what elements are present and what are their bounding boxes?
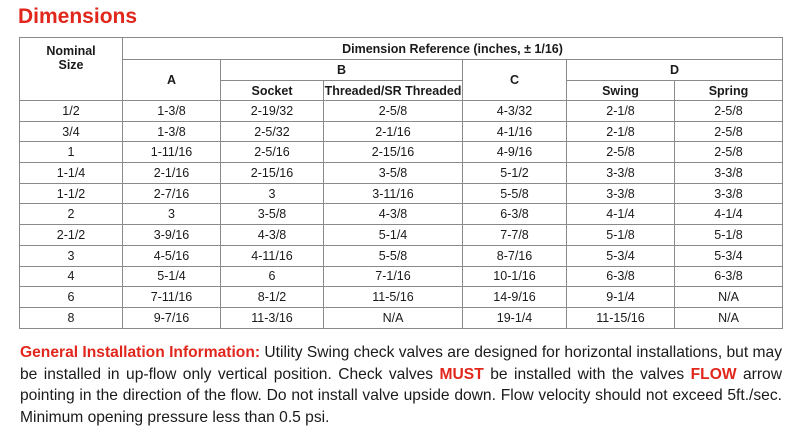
table-cell: N/A bbox=[675, 287, 783, 308]
table-cell: 4-9/16 bbox=[463, 142, 567, 163]
table-cell: 5-1/4 bbox=[123, 266, 221, 287]
table-cell: 7-1/16 bbox=[324, 266, 463, 287]
table-cell: 3-11/16 bbox=[324, 183, 463, 204]
table-cell: 2-5/16 bbox=[221, 142, 324, 163]
col-b-header: B bbox=[221, 60, 463, 81]
table-cell: 8 bbox=[20, 307, 123, 328]
table-cell: 4-5/16 bbox=[123, 245, 221, 266]
table-cell: 2-1/8 bbox=[567, 101, 675, 122]
table-cell: 6 bbox=[221, 266, 324, 287]
table-cell: 3-3/8 bbox=[675, 163, 783, 184]
flow-emphasis: FLOW bbox=[690, 365, 737, 383]
table-cell: 2-15/16 bbox=[221, 163, 324, 184]
table-cell: 1-1/4 bbox=[20, 163, 123, 184]
d-swing-header: Swing bbox=[567, 81, 675, 101]
table-cell: 4 bbox=[20, 266, 123, 287]
nominal-size-header: Nominal Size bbox=[20, 38, 123, 101]
table-cell: 3-3/8 bbox=[567, 163, 675, 184]
installation-text-2: be installed with the valves bbox=[483, 365, 691, 383]
table-cell: 2 bbox=[20, 204, 123, 225]
table-cell: 3 bbox=[20, 245, 123, 266]
table-cell: 2-19/32 bbox=[221, 101, 324, 122]
table-row bbox=[20, 307, 783, 328]
table-cell: 1-11/16 bbox=[123, 142, 221, 163]
table-cell: 11-5/16 bbox=[324, 287, 463, 308]
table-cell: 2-1/16 bbox=[324, 121, 463, 142]
table-cell: 2-7/16 bbox=[123, 183, 221, 204]
table-cell: 5-3/4 bbox=[567, 245, 675, 266]
table-cell: 1-3/8 bbox=[123, 121, 221, 142]
table-row bbox=[20, 225, 783, 246]
table-cell: 8-1/2 bbox=[221, 287, 324, 308]
table-cell: 3/4 bbox=[20, 121, 123, 142]
table-row bbox=[20, 121, 783, 142]
d-spring-header: Spring bbox=[675, 81, 783, 101]
table-cell: 2-1/16 bbox=[123, 163, 221, 184]
table-cell: 6 bbox=[20, 287, 123, 308]
table-cell: 5-1/2 bbox=[463, 163, 567, 184]
table-cell: 2-5/8 bbox=[324, 101, 463, 122]
table-cell: 5-1/8 bbox=[567, 225, 675, 246]
table-row bbox=[20, 101, 783, 122]
b-socket-header: Socket bbox=[221, 81, 324, 101]
table-cell: 5-1/8 bbox=[675, 225, 783, 246]
table-cell: 4-11/16 bbox=[221, 245, 324, 266]
table-cell: 6-3/8 bbox=[567, 266, 675, 287]
table-cell: 2-15/16 bbox=[324, 142, 463, 163]
table-cell: 3 bbox=[123, 204, 221, 225]
table-cell: 4-3/8 bbox=[324, 204, 463, 225]
table-cell: 5-1/4 bbox=[324, 225, 463, 246]
dimensions-table bbox=[19, 37, 783, 329]
dimension-reference-header: Dimension Reference (inches, ± 1/16) bbox=[123, 38, 783, 60]
dimensions-table-body bbox=[20, 101, 783, 329]
table-row bbox=[20, 287, 783, 308]
installation-text-3: arrow pointing in the direction of the flow. Do not install valve upside down. Flow velocity should not exceed 5ft./sec. Minimum opening pressure less than 0.5 psi. bbox=[20, 365, 782, 426]
table-row bbox=[20, 245, 783, 266]
installation-text-1: Utility Swing check valves are designed for horizontal installations, but may be installed in up-flow only vertical position. Check valves bbox=[20, 344, 782, 383]
table-cell: 3-3/8 bbox=[567, 183, 675, 204]
col-a-header: A bbox=[123, 60, 221, 101]
table-cell: 10-1/16 bbox=[463, 266, 567, 287]
table-row bbox=[20, 163, 783, 184]
table-cell: 7-11/16 bbox=[123, 287, 221, 308]
table-cell: 3-5/8 bbox=[221, 204, 324, 225]
table-cell: 4-1/16 bbox=[463, 121, 567, 142]
table-cell: 5-3/4 bbox=[675, 245, 783, 266]
installation-info bbox=[20, 342, 782, 428]
table-row bbox=[20, 183, 783, 204]
table-cell: 9-7/16 bbox=[123, 307, 221, 328]
b-threaded-header: Threaded/SR Threaded bbox=[324, 81, 463, 101]
table-cell: 2-5/8 bbox=[675, 121, 783, 142]
table-cell: 9-1/4 bbox=[567, 287, 675, 308]
table-cell: 2-1/2 bbox=[20, 225, 123, 246]
table-cell: 2-1/8 bbox=[567, 121, 675, 142]
col-c-header: C bbox=[463, 60, 567, 101]
table-cell: 3-9/16 bbox=[123, 225, 221, 246]
table-cell: 4-1/4 bbox=[567, 204, 675, 225]
table-row bbox=[20, 204, 783, 225]
table-cell: 6-3/8 bbox=[463, 204, 567, 225]
table-cell: 2-5/8 bbox=[675, 101, 783, 122]
table-cell: 11-15/16 bbox=[567, 307, 675, 328]
table-cell: 3-5/8 bbox=[324, 163, 463, 184]
table-cell: 1-1/2 bbox=[20, 183, 123, 204]
table-cell: 14-9/16 bbox=[463, 287, 567, 308]
page-title: Dimensions bbox=[18, 5, 138, 28]
table-cell: 2-5/8 bbox=[675, 142, 783, 163]
table-cell: 6-3/8 bbox=[675, 266, 783, 287]
table-row bbox=[20, 142, 783, 163]
table-cell: 4-3/8 bbox=[221, 225, 324, 246]
table-cell: 5-5/8 bbox=[324, 245, 463, 266]
table-cell: 1 bbox=[20, 142, 123, 163]
must-emphasis: MUST bbox=[439, 365, 484, 383]
installation-heading: General Installation Information: bbox=[20, 344, 261, 361]
table-cell: N/A bbox=[324, 307, 463, 328]
table-cell: 7-7/8 bbox=[463, 225, 567, 246]
col-d-header: D bbox=[567, 60, 783, 81]
table-cell: 3-3/8 bbox=[675, 183, 783, 204]
table-cell: 4-1/4 bbox=[675, 204, 783, 225]
table-cell: 2-5/32 bbox=[221, 121, 324, 142]
table-cell: 11-3/16 bbox=[221, 307, 324, 328]
table-cell: 5-5/8 bbox=[463, 183, 567, 204]
table-row bbox=[20, 266, 783, 287]
table-cell: 1/2 bbox=[20, 101, 123, 122]
table-cell: 3 bbox=[221, 183, 324, 204]
table-cell: 4-3/32 bbox=[463, 101, 567, 122]
table-cell: 1-3/8 bbox=[123, 101, 221, 122]
table-cell: 8-7/16 bbox=[463, 245, 567, 266]
table-cell: N/A bbox=[675, 307, 783, 328]
table-cell: 2-5/8 bbox=[567, 142, 675, 163]
table-cell: 19-1/4 bbox=[463, 307, 567, 328]
